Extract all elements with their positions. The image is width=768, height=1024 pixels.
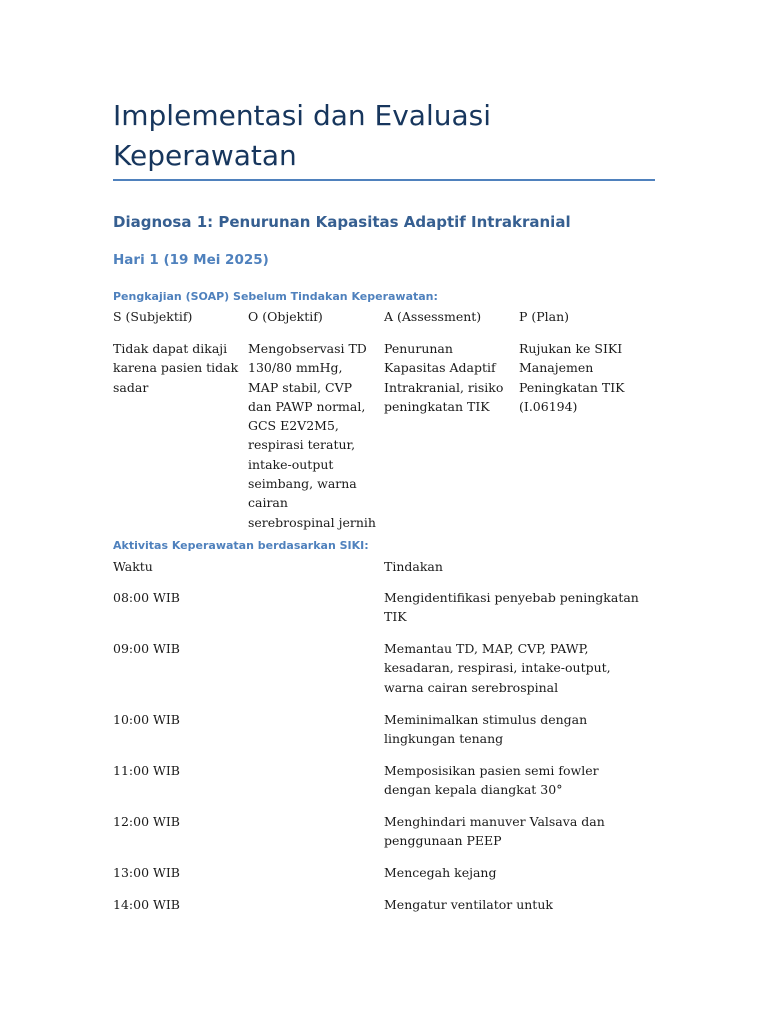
soap-plan-value: Rujukan ke SIKI Manajemen Peningkatan TIK (I.06194): [519, 341, 625, 414]
activity-action: Mencegah kejang: [384, 865, 497, 880]
activity-time: 11:00 WIB: [113, 763, 180, 778]
activity-time: 08:00 WIB: [113, 590, 180, 605]
soap-heading: Pengkajian (SOAP) Sebelum Tindakan Keperawatan:: [113, 290, 438, 303]
activity-action: Memantau TD, MAP, CVP, PAWP, kesadaran, respirasi, intake-output, warna cairan serebrospinal: [384, 641, 611, 695]
soap-header-plan: P (Plan): [519, 309, 570, 324]
activities-header-action: Tindakan: [384, 559, 443, 574]
soap-header-assessment: A (Assessment): [384, 309, 482, 324]
activity-action: Menghindari manuver Valsava dan penggunaan PEEP: [384, 814, 605, 849]
page-title: Implementasi dan Evaluasi Keperawatan: [113, 99, 492, 172]
soap-header-objective: O (Objektif): [248, 309, 323, 324]
day-heading: Hari 1 (19 Mei 2025): [113, 252, 269, 268]
activity-time: 09:00 WIB: [113, 641, 180, 656]
activity-action: Meminimalkan stimulus dengan lingkungan tenang: [384, 712, 588, 747]
activity-time: 14:00 WIB: [113, 897, 180, 912]
title-underline: [113, 179, 655, 181]
activity-action: Mengatur ventilator untuk: [384, 897, 553, 912]
activities-heading: Aktivitas Keperawatan berdasarkan SIKI:: [113, 539, 369, 552]
activity-action: Memposisikan pasien semi fowler dengan kepala diangkat 30°: [384, 763, 599, 798]
soap-header-subjective: S (Subjektif): [113, 309, 193, 324]
diagnosis-heading: Diagnosa 1: Penurunan Kapasitas Adaptif Intrakranial: [113, 213, 571, 231]
soap-objective-value: Mengobservasi TD 130/80 mmHg, MAP stabil, CVP dan PAWP normal, GCS E2V2M5, respirasi teratur, intake-output seimbang, warna cairan serebrospinal jernih: [248, 341, 376, 530]
activity-time: 12:00 WIB: [113, 814, 180, 829]
activity-time: 13:00 WIB: [113, 865, 180, 880]
soap-subjective-value: Tidak dapat dikaji karena pasien tidak sadar: [113, 341, 239, 395]
activity-time: 10:00 WIB: [113, 712, 180, 727]
activity-action: Mengidentifikasi penyebab peningkatan TIK: [384, 590, 639, 625]
soap-assessment-value: Penurunan Kapasitas Adaptif Intrakranial, risiko peningkatan TIK: [384, 341, 504, 414]
activities-header-time: Waktu: [113, 559, 153, 574]
